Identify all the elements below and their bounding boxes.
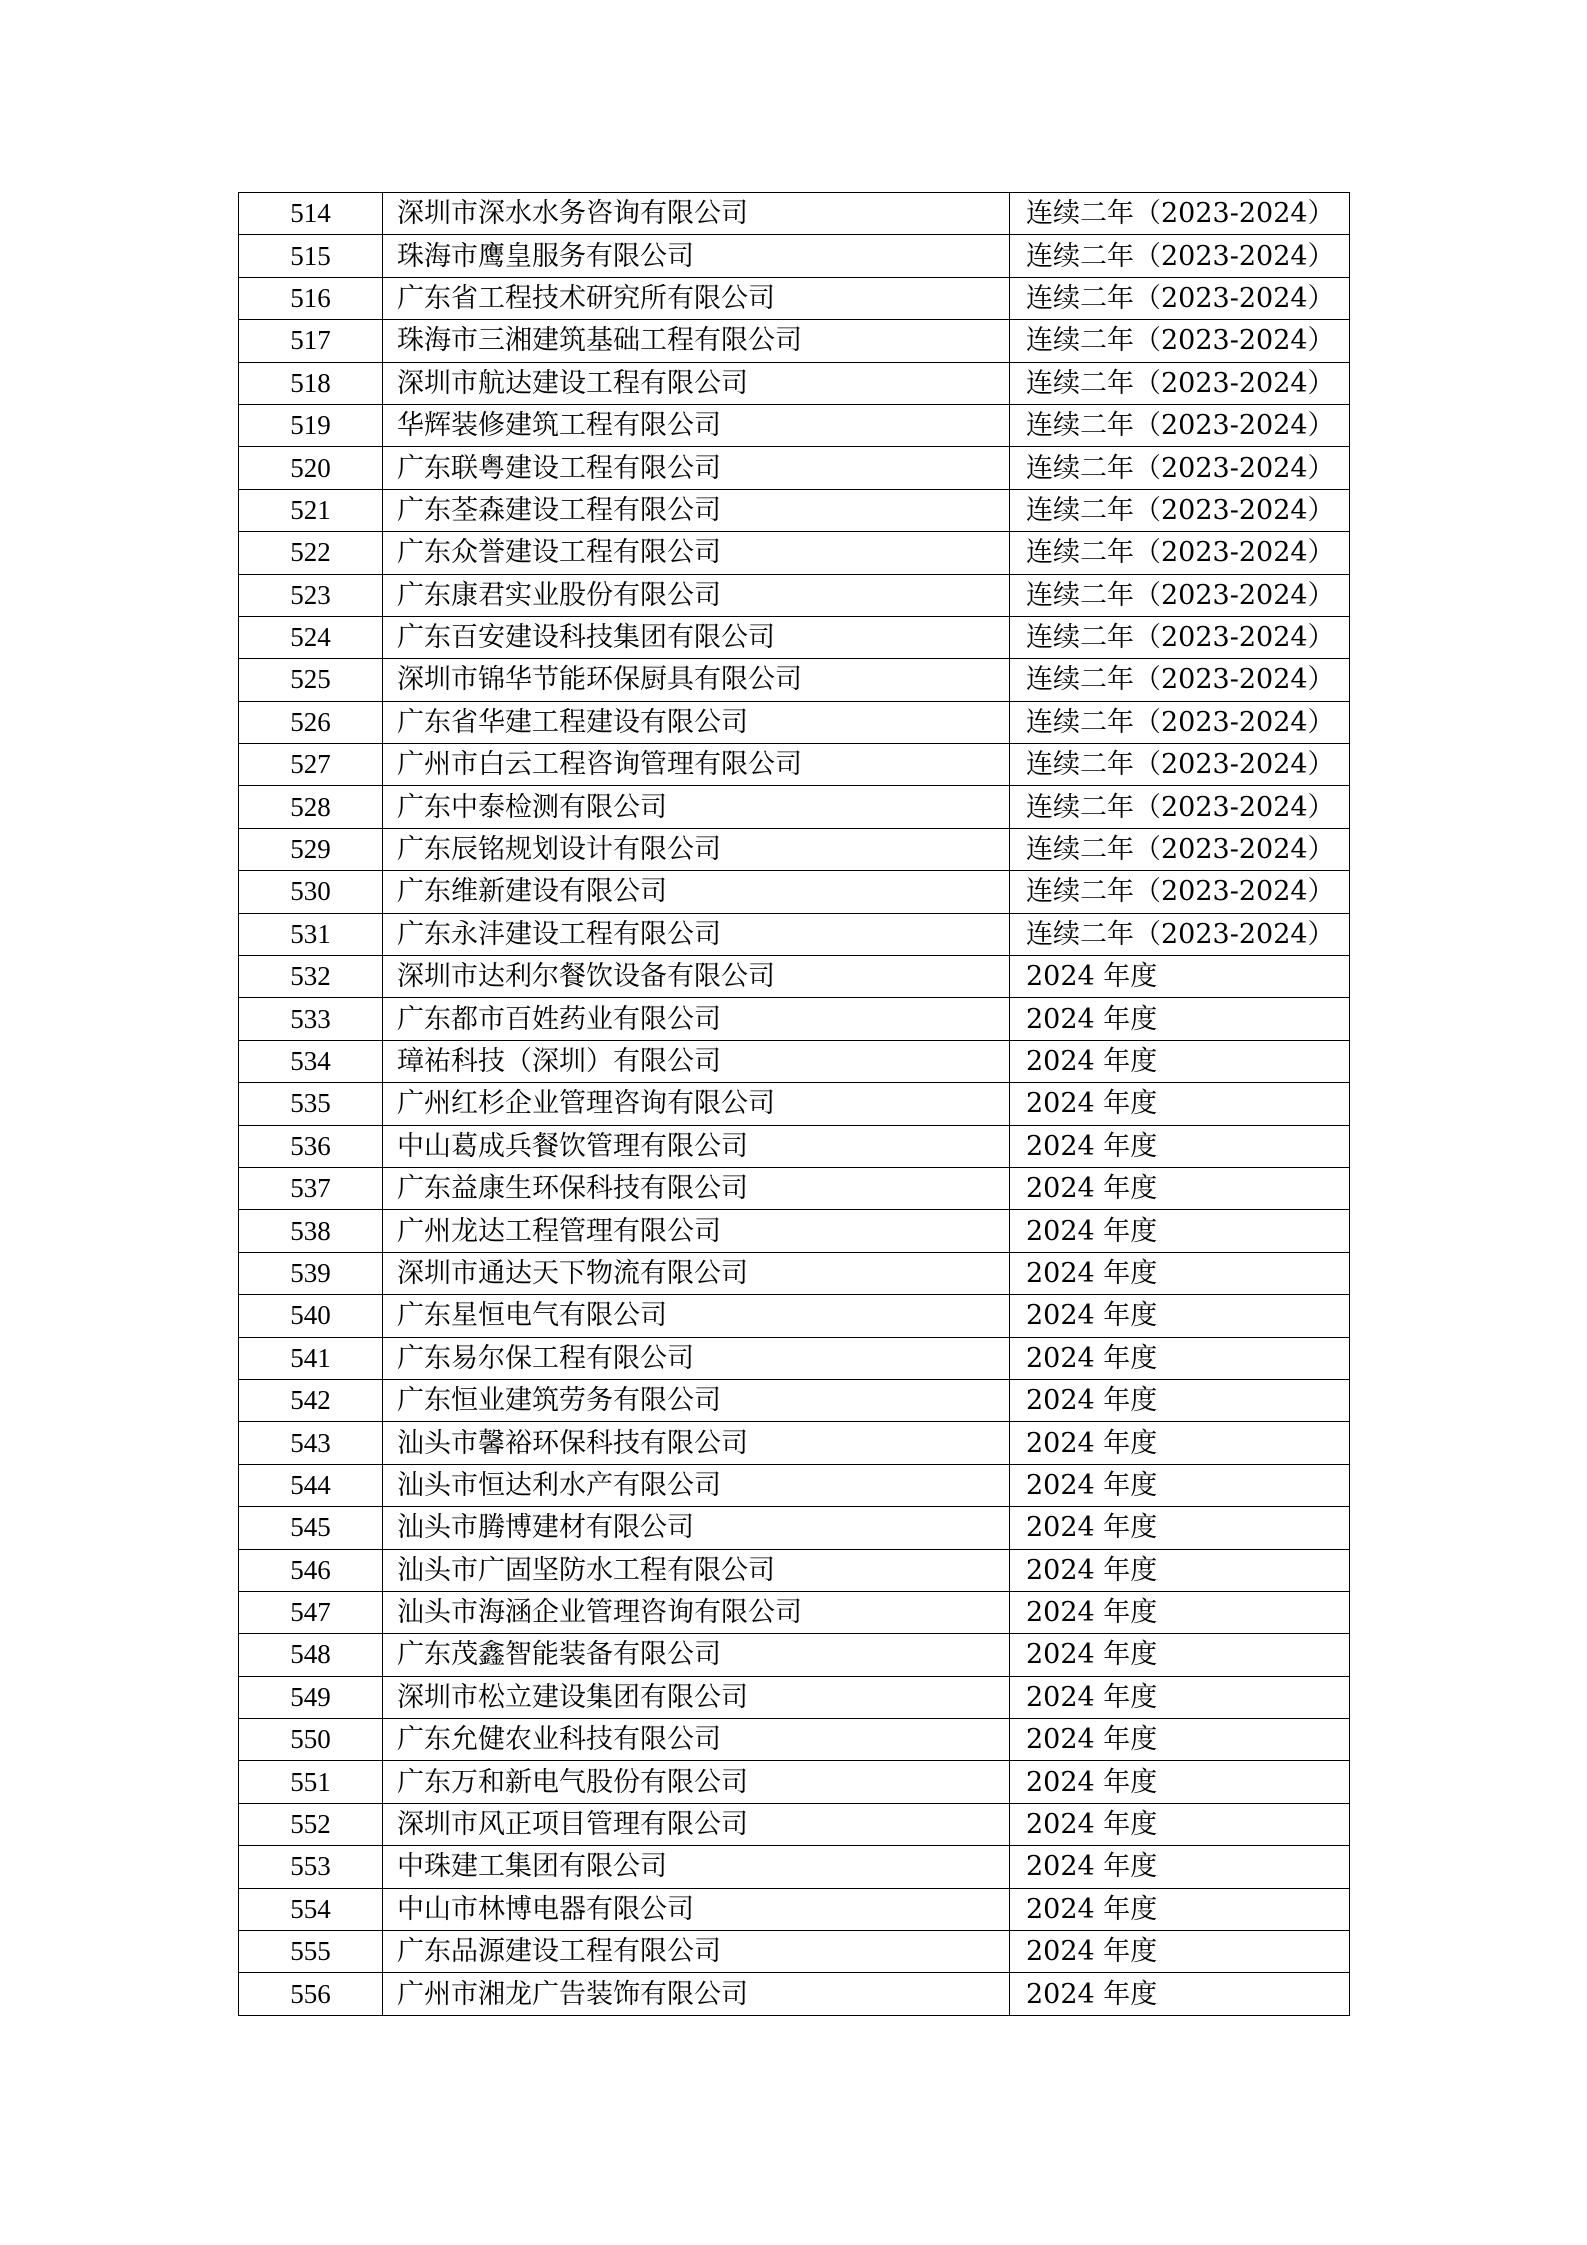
- company-name: 广东众誉建设工程有限公司: [383, 532, 1010, 574]
- row-number: 548: [239, 1634, 383, 1676]
- row-number: 528: [239, 786, 383, 828]
- company-name: 广东恒业建筑劳务有限公司: [383, 1379, 1010, 1421]
- recognition-period: 连续二年（2023-2024）: [1010, 913, 1350, 955]
- row-number: 550: [239, 1719, 383, 1761]
- row-number: 532: [239, 956, 383, 998]
- row-number: 538: [239, 1210, 383, 1252]
- company-name: 广东益康生环保科技有限公司: [383, 1167, 1010, 1209]
- recognition-period: 2024 年度: [1010, 998, 1350, 1040]
- company-name: 广东允健农业科技有限公司: [383, 1719, 1010, 1761]
- company-name: 汕头市海涵企业管理咨询有限公司: [383, 1591, 1010, 1633]
- table-row: [239, 1507, 1350, 1549]
- recognition-period: 2024 年度: [1010, 1676, 1350, 1718]
- recognition-period: 2024 年度: [1010, 1252, 1350, 1294]
- company-name: 璋祐科技（深圳）有限公司: [383, 1040, 1010, 1082]
- table-row: [239, 277, 1350, 319]
- recognition-period: 2024 年度: [1010, 1846, 1350, 1888]
- recognition-period: 2024 年度: [1010, 1549, 1350, 1591]
- company-name: 广东省华建工程建设有限公司: [383, 701, 1010, 743]
- table-row: [239, 1634, 1350, 1676]
- table-row: [239, 659, 1350, 701]
- row-number: 517: [239, 320, 383, 362]
- row-number: 520: [239, 447, 383, 489]
- recognition-period: 连续二年（2023-2024）: [1010, 320, 1350, 362]
- row-number: 515: [239, 235, 383, 277]
- company-name: 广东星恒电气有限公司: [383, 1295, 1010, 1337]
- table-row: [239, 786, 1350, 828]
- recognition-period: 连续二年（2023-2024）: [1010, 489, 1350, 531]
- company-name: 广东康君实业股份有限公司: [383, 574, 1010, 616]
- table-row: [239, 532, 1350, 574]
- recognition-period: 2024 年度: [1010, 956, 1350, 998]
- company-list-table: [238, 192, 1350, 2016]
- company-name: 广东百安建设科技集团有限公司: [383, 616, 1010, 658]
- row-number: 540: [239, 1295, 383, 1337]
- table-row: [239, 193, 1350, 235]
- table-row: [239, 1719, 1350, 1761]
- recognition-period: 连续二年（2023-2024）: [1010, 235, 1350, 277]
- table-row: [239, 1464, 1350, 1506]
- table-row: [239, 404, 1350, 446]
- table-row: [239, 871, 1350, 913]
- row-number: 518: [239, 362, 383, 404]
- company-name: 广东辰铭规划设计有限公司: [383, 828, 1010, 870]
- company-name: 广州市白云工程咨询管理有限公司: [383, 744, 1010, 786]
- table-row: [239, 1210, 1350, 1252]
- table-row: [239, 1846, 1350, 1888]
- row-number: 546: [239, 1549, 383, 1591]
- company-name: 深圳市风正项目管理有限公司: [383, 1803, 1010, 1845]
- company-name: 广东维新建设有限公司: [383, 871, 1010, 913]
- table-row: [239, 235, 1350, 277]
- recognition-period: 2024 年度: [1010, 1464, 1350, 1506]
- company-name: 深圳市通达天下物流有限公司: [383, 1252, 1010, 1294]
- row-number: 533: [239, 998, 383, 1040]
- table-row: [239, 828, 1350, 870]
- table-row: [239, 1422, 1350, 1464]
- company-name: 广东荃森建设工程有限公司: [383, 489, 1010, 531]
- recognition-period: 连续二年（2023-2024）: [1010, 362, 1350, 404]
- company-name: 深圳市航达建设工程有限公司: [383, 362, 1010, 404]
- company-name: 广东万和新电气股份有限公司: [383, 1761, 1010, 1803]
- row-number: 542: [239, 1379, 383, 1421]
- recognition-period: 连续二年（2023-2024）: [1010, 574, 1350, 616]
- recognition-period: 连续二年（2023-2024）: [1010, 277, 1350, 319]
- company-name: 中珠建工集团有限公司: [383, 1846, 1010, 1888]
- table-row: [239, 574, 1350, 616]
- row-number: 527: [239, 744, 383, 786]
- table-row: [239, 1973, 1350, 2015]
- recognition-period: 2024 年度: [1010, 1167, 1350, 1209]
- company-name: 中山市林博电器有限公司: [383, 1888, 1010, 1930]
- table-row: [239, 701, 1350, 743]
- row-number: 555: [239, 1931, 383, 1973]
- recognition-period: 连续二年（2023-2024）: [1010, 616, 1350, 658]
- recognition-period: 2024 年度: [1010, 1888, 1350, 1930]
- recognition-period: 连续二年（2023-2024）: [1010, 828, 1350, 870]
- table-row: [239, 1295, 1350, 1337]
- table-row: [239, 1888, 1350, 1930]
- table-row: [239, 1252, 1350, 1294]
- table-row: [239, 1379, 1350, 1421]
- row-number: 514: [239, 193, 383, 235]
- recognition-period: 连续二年（2023-2024）: [1010, 701, 1350, 743]
- recognition-period: 连续二年（2023-2024）: [1010, 532, 1350, 574]
- recognition-period: 连续二年（2023-2024）: [1010, 447, 1350, 489]
- company-name: 广东省工程技术研究所有限公司: [383, 277, 1010, 319]
- company-name: 广东易尔保工程有限公司: [383, 1337, 1010, 1379]
- row-number: 543: [239, 1422, 383, 1464]
- recognition-period: 2024 年度: [1010, 1719, 1350, 1761]
- recognition-period: 2024 年度: [1010, 1507, 1350, 1549]
- company-name: 深圳市达利尔餐饮设备有限公司: [383, 956, 1010, 998]
- recognition-period: 2024 年度: [1010, 1973, 1350, 2015]
- company-name: 华辉装修建筑工程有限公司: [383, 404, 1010, 446]
- row-number: 552: [239, 1803, 383, 1845]
- recognition-period: 2024 年度: [1010, 1337, 1350, 1379]
- table-row: [239, 1083, 1350, 1125]
- company-name: 深圳市锦华节能环保厨具有限公司: [383, 659, 1010, 701]
- table-row: [239, 744, 1350, 786]
- recognition-period: 2024 年度: [1010, 1125, 1350, 1167]
- table-row: [239, 1761, 1350, 1803]
- row-number: 516: [239, 277, 383, 319]
- recognition-period: 2024 年度: [1010, 1634, 1350, 1676]
- row-number: 531: [239, 913, 383, 955]
- row-number: 525: [239, 659, 383, 701]
- row-number: 553: [239, 1846, 383, 1888]
- table-row: [239, 956, 1350, 998]
- table-row: [239, 320, 1350, 362]
- table-row: [239, 1591, 1350, 1633]
- table-row: [239, 1549, 1350, 1591]
- recognition-period: 2024 年度: [1010, 1210, 1350, 1252]
- row-number: 547: [239, 1591, 383, 1633]
- row-number: 551: [239, 1761, 383, 1803]
- recognition-period: 连续二年（2023-2024）: [1010, 871, 1350, 913]
- recognition-period: 2024 年度: [1010, 1761, 1350, 1803]
- row-number: 534: [239, 1040, 383, 1082]
- row-number: 544: [239, 1464, 383, 1506]
- table-body: [239, 193, 1350, 2016]
- row-number: 549: [239, 1676, 383, 1718]
- row-number: 556: [239, 1973, 383, 2015]
- company-name: 广州龙达工程管理有限公司: [383, 1210, 1010, 1252]
- recognition-period: 2024 年度: [1010, 1931, 1350, 1973]
- recognition-period: 2024 年度: [1010, 1422, 1350, 1464]
- company-name: 中山葛成兵餐饮管理有限公司: [383, 1125, 1010, 1167]
- row-number: 545: [239, 1507, 383, 1549]
- company-name: 广东永沣建设工程有限公司: [383, 913, 1010, 955]
- recognition-period: 连续二年（2023-2024）: [1010, 193, 1350, 235]
- recognition-period: 2024 年度: [1010, 1040, 1350, 1082]
- row-number: 526: [239, 701, 383, 743]
- recognition-period: 连续二年（2023-2024）: [1010, 786, 1350, 828]
- table-row: [239, 1337, 1350, 1379]
- company-name: 汕头市馨裕环保科技有限公司: [383, 1422, 1010, 1464]
- recognition-period: 2024 年度: [1010, 1083, 1350, 1125]
- row-number: 523: [239, 574, 383, 616]
- recognition-period: 2024 年度: [1010, 1591, 1350, 1633]
- company-name: 汕头市腾博建材有限公司: [383, 1507, 1010, 1549]
- table-row: [239, 1676, 1350, 1718]
- table-row: [239, 1803, 1350, 1845]
- recognition-period: 2024 年度: [1010, 1295, 1350, 1337]
- company-name: 广东都市百姓药业有限公司: [383, 998, 1010, 1040]
- recognition-period: 连续二年（2023-2024）: [1010, 744, 1350, 786]
- company-name: 珠海市鹰皇服务有限公司: [383, 235, 1010, 277]
- table-row: [239, 362, 1350, 404]
- recognition-period: 2024 年度: [1010, 1379, 1350, 1421]
- table-row: [239, 447, 1350, 489]
- row-number: 522: [239, 532, 383, 574]
- row-number: 524: [239, 616, 383, 658]
- table-row: [239, 1040, 1350, 1082]
- table-row: [239, 1125, 1350, 1167]
- row-number: 535: [239, 1083, 383, 1125]
- table-row: [239, 1167, 1350, 1209]
- table-row: [239, 489, 1350, 531]
- table-row: [239, 616, 1350, 658]
- company-name: 深圳市深水水务咨询有限公司: [383, 193, 1010, 235]
- row-number: 529: [239, 828, 383, 870]
- table-row: [239, 1931, 1350, 1973]
- table-row: [239, 998, 1350, 1040]
- recognition-period: 连续二年（2023-2024）: [1010, 659, 1350, 701]
- recognition-period: 连续二年（2023-2024）: [1010, 404, 1350, 446]
- row-number: 536: [239, 1125, 383, 1167]
- row-number: 530: [239, 871, 383, 913]
- company-name: 深圳市松立建设集团有限公司: [383, 1676, 1010, 1718]
- company-name: 广州市湘龙广告装饰有限公司: [383, 1973, 1010, 2015]
- company-name: 广州红杉企业管理咨询有限公司: [383, 1083, 1010, 1125]
- row-number: 541: [239, 1337, 383, 1379]
- company-name: 珠海市三湘建筑基础工程有限公司: [383, 320, 1010, 362]
- company-name: 广东联粤建设工程有限公司: [383, 447, 1010, 489]
- row-number: 521: [239, 489, 383, 531]
- row-number: 519: [239, 404, 383, 446]
- table-row: [239, 913, 1350, 955]
- row-number: 539: [239, 1252, 383, 1294]
- company-name: 汕头市广固坚防水工程有限公司: [383, 1549, 1010, 1591]
- row-number: 554: [239, 1888, 383, 1930]
- company-name: 广东品源建设工程有限公司: [383, 1931, 1010, 1973]
- company-name: 汕头市恒达利水产有限公司: [383, 1464, 1010, 1506]
- row-number: 537: [239, 1167, 383, 1209]
- recognition-period: 2024 年度: [1010, 1803, 1350, 1845]
- company-name: 广东茂鑫智能装备有限公司: [383, 1634, 1010, 1676]
- company-name: 广东中泰检测有限公司: [383, 786, 1010, 828]
